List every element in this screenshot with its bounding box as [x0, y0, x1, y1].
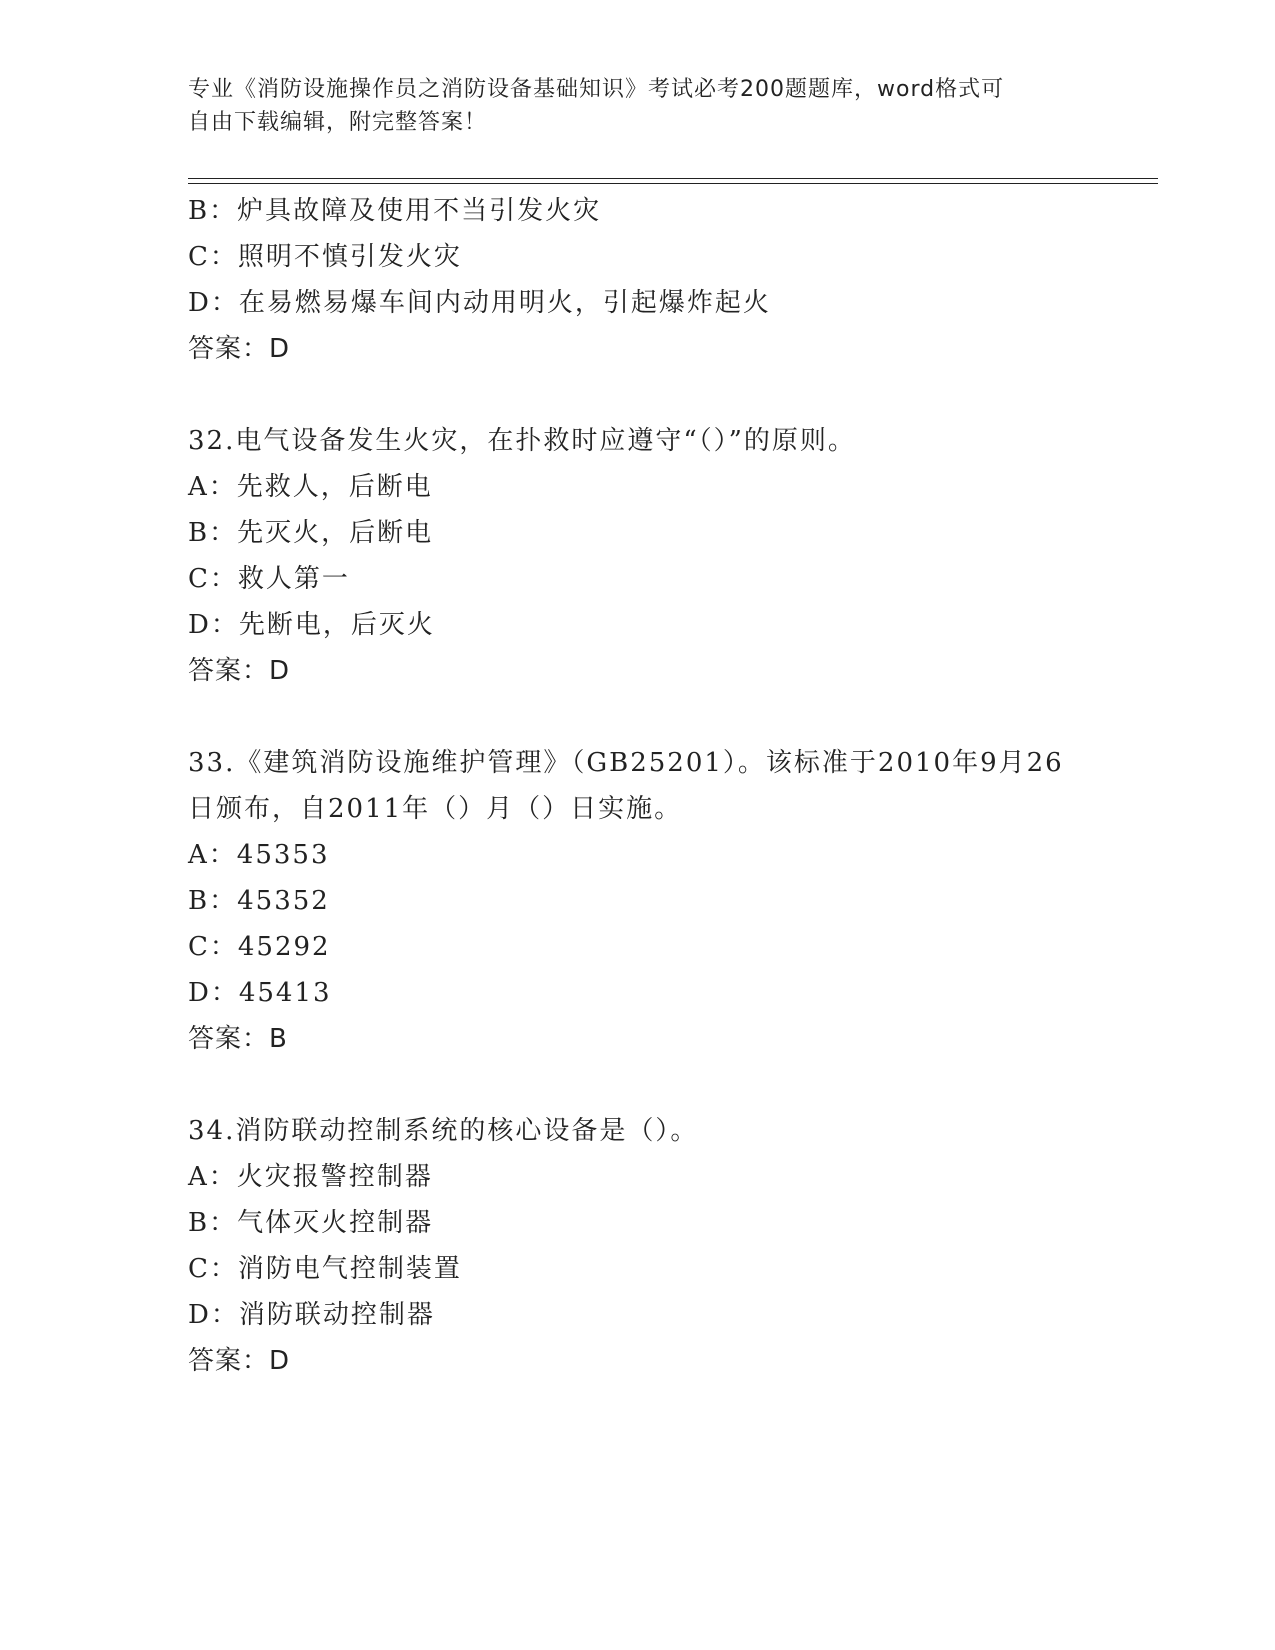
- option-a: A：45353: [188, 840, 330, 870]
- spacer: [188, 1062, 1168, 1108]
- option-a: A：先救人，后断电: [188, 472, 433, 502]
- header-rule-top: [188, 178, 1158, 179]
- option-d: D：先断电，后灭火: [188, 610, 435, 640]
- answer: 答案：D: [188, 656, 291, 686]
- option-c: C：救人第一: [188, 564, 350, 594]
- question-list: [188, 188, 1168, 1384]
- question-text-line-1: 33.《建筑消防设施维护管理》（GB25201）。该标准于2010年9月26: [188, 748, 1064, 778]
- option-b: B：气体灭火控制器: [188, 1208, 434, 1238]
- spacer: [188, 694, 1168, 740]
- question-31-continued: [188, 188, 1168, 372]
- header-line-2: 自由下载编辑，附完整答案！: [188, 110, 488, 135]
- header-rule-bottom: [188, 183, 1158, 184]
- spacer: [188, 372, 1168, 418]
- question-text: 34.消防联动控制系统的核心设备是（）。: [188, 1116, 699, 1146]
- option-c: C：45292: [188, 932, 331, 962]
- option-b: B：45352: [188, 886, 330, 916]
- option-d: D：在易燃易爆车间内动用明火，引起爆炸起火: [188, 288, 771, 318]
- option-b: B：先灭火，后断电: [188, 518, 434, 548]
- answer: 答案：D: [188, 1346, 291, 1376]
- option-c: C：照明不慎引发火灾: [188, 242, 462, 272]
- answer: 答案：D: [188, 334, 291, 364]
- question-34: [188, 1108, 1168, 1384]
- option-a: A：火灾报警控制器: [188, 1162, 433, 1192]
- question-32: [188, 418, 1168, 694]
- option-d: D：45413: [188, 978, 332, 1008]
- question-text: 32.电气设备发生火灾，在扑救时应遵守“（）”的原则。: [188, 426, 856, 456]
- option-b: B：炉具故障及使用不当引发火灾: [188, 196, 602, 226]
- option-d: D：消防联动控制器: [188, 1300, 435, 1330]
- option-c: C：消防电气控制装置: [188, 1254, 462, 1284]
- answer: 答案：B: [188, 1024, 288, 1054]
- question-text-line-2: 日颁布，自2011年（）月（）日实施。: [188, 794, 683, 824]
- header-line-1: 专业《消防设施操作员之消防设备基础知识》考试必考200题题库，word格式可: [188, 77, 1005, 102]
- question-33: [188, 740, 1168, 1062]
- page-header: [188, 73, 1088, 139]
